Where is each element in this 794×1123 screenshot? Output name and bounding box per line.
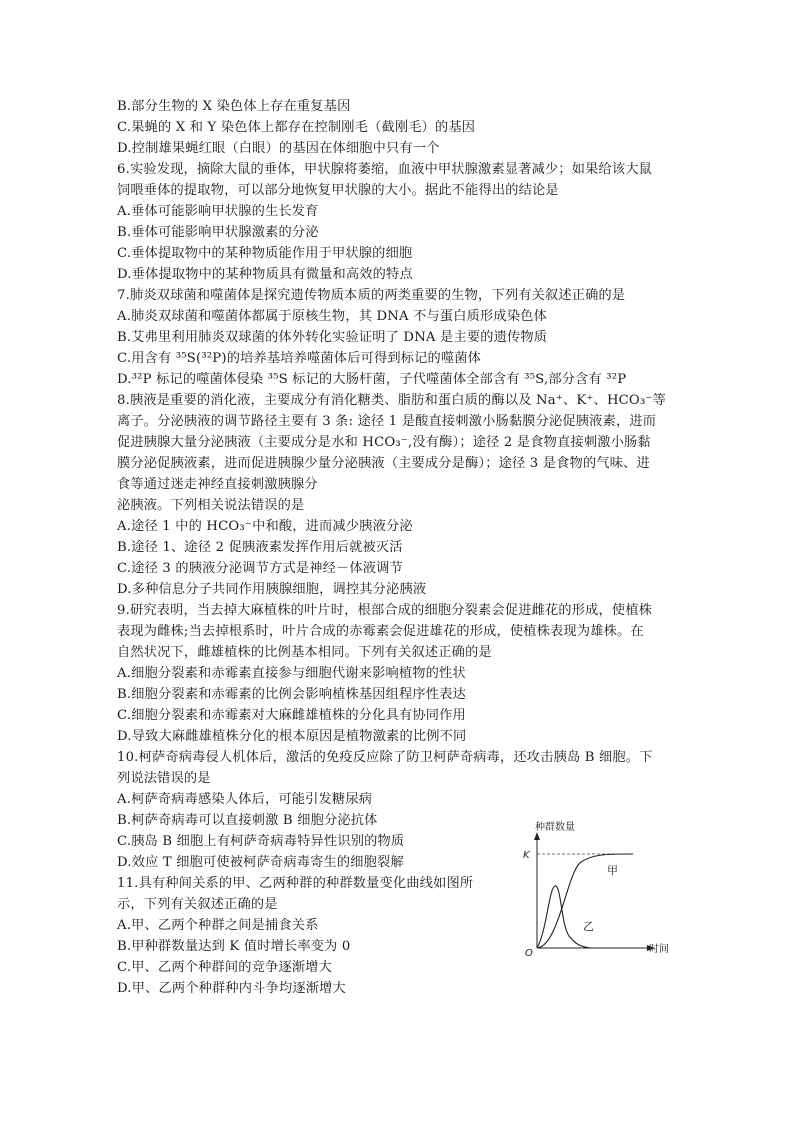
option-d: D.³²P 标记的噬菌体侵染 ³⁵S 标记的大肠杆菌，子代噬菌体全部含有 ³⁵S,部分含有 ³²P [117,372,627,387]
question-9-stem: 9.研究表明，当去掉大麻植株的叶片时，根部合成的细胞分裂素会促进雌花的形成，使植株 [117,603,653,618]
question-10-stem: 10.柯萨奇病毒侵人机体后，激活的免疫反应除了防卫柯萨奇病毒，还攻击胰岛 B 细胞。下 [117,750,653,765]
curve-yi [537,886,591,948]
option-d: D.效应 T 细胞可使被柯萨奇病毒寄生的细胞裂解 [117,855,404,870]
text-line: 食等通过迷走神经直接刺激胰腺分 [117,477,318,492]
text-line: 表现为雌株;当去掉根系时，叶片合成的赤霉素会促进雄花的形成，使植株表现为雄株。在 [117,624,644,639]
question-7-stem: 7.肺炎双球菌和噬菌体是探究遗传物质本质的两类重要的生物，下列有关叙述正确的是 [117,288,626,303]
question-6-stem: 6.实验发现，摘除大鼠的垂体，甲状腺将萎缩，血液中甲状腺激素显著减少；如果给该大鼠 [117,162,653,177]
option-d: D.多种信息分子共同作用胰腺细胞，调控其分泌胰液 [117,582,427,597]
option-a: A.细胞分裂素和赤霉素直接参与细胞代谢来影响植物的性状 [117,666,466,681]
option-b: B.柯萨奇病毒可以直接刺激 B 细胞分泌抗体 [117,813,378,828]
text-line: 离子。分泌胰液的调节路径主要有 3 条: 途径 1 是酸直接刺激小肠黏膜分泌促胰液素，进而 [117,414,657,429]
origin-label: O [525,948,533,959]
curve-jia [537,854,633,948]
text-line: 促进胰腺大量分泌胰液（主要成分是水和 HCO₃⁻,没有酶）；途径 2 是食物直接刺激小肠黏 [117,435,651,450]
k-label: K [523,850,530,861]
option-b: B.艾弗里利用肺炎双球菌的体外转化实验证明了 DNA 是主要的遗传物质 [117,330,548,345]
option-c: C.胰岛 B 细胞上有柯萨奇病毒特异性识别的物质 [117,834,405,849]
option-b: B.途径 1、途径 2 促胰液素发挥作用后就被灭活 [117,540,403,555]
question-8-stem: 8.胰液是重要的消化液，主要成分有消化糖类、脂肪和蛋白质的酶以及 Na⁺、K⁺、HCO₃⁻等 [117,393,666,408]
text-line: 泌胰液。下列相关说法错误的是 [117,498,305,513]
option-d: D.垂体提取物中的某种物质具有微量和高效的特点 [117,267,413,282]
text-line: 示，下列有关叙述正确的是 [117,897,278,912]
curve-yi-label: 乙 [583,920,594,933]
option-a: A.甲、乙两个种群之间是捕食关系 [117,918,319,933]
text-line: D.控制雄果蝇红眼（白眼）的基因在体细胞中只有一个 [117,141,440,156]
text-line: 列说法错误的是 [117,771,211,786]
text-line: C.果蝇的 X 和 Y 染色体上都存在控制刚毛（截刚毛）的基因 [117,120,476,135]
text-line: B.部分生物的 X 染色体上存在重复基因 [117,99,351,114]
y-axis-arrow-icon [534,832,540,840]
population-curve-figure [515,820,675,960]
option-a: A.肺炎双球菌和噬菌体都属于原核生物，其 DNA 不与蛋白质形成染色体 [117,309,547,324]
option-d: D.导致大麻雌雄植株分化的根本原因是植物激素的比例不同 [117,729,467,744]
option-c: C.用含有 ³⁵S(³²P)的培养基培养噬菌体后可得到标记的噬菌体 [117,351,482,366]
option-a: A.柯萨奇病毒感染人体后，可能引发糖尿病 [117,792,373,807]
option-c: C.细胞分裂素和赤霉素对大麻雌雄植株的分化具有协同作用 [117,708,466,723]
option-c: C.垂体提取物中的某种物质能作用于甲状腺的细胞 [117,246,413,261]
population-curve-svg [515,820,675,960]
option-c: C.甲、乙两个种群间的竞争逐渐增大 [117,960,333,975]
option-d: D.甲、乙两个种群种内斗争均逐渐增大 [117,981,346,996]
option-a: A.垂体可能影响甲状腺的生长发育 [117,204,319,219]
text-line: 膜分泌促胰液素，进而促进胰腺少量分泌胰液（主要成分是酶）；途径 3 是食物的气味、进 [117,456,650,471]
text-line: 自然状况下，雌雄植株的比例基本相同。下列有关叙述正确的是 [117,645,492,660]
option-a: A.途径 1 中的 HCO₃⁻中和酸，进而减少胰液分泌 [117,519,413,534]
option-c: C.途径 3 的胰液分泌调节方式是神经－体液调节 [117,561,403,576]
curve-jia-label: 甲 [607,864,618,877]
option-b: B.甲种群数量达到 K 值时增长率变为 0 [117,939,351,954]
question-11-stem: 11.具有种间关系的甲、乙两种群的种群数量变化曲线如图所 [117,876,474,891]
option-b: B.垂体可能影响甲状腺激素的分泌 [117,225,319,240]
x-axis-label: 时间 [649,944,669,955]
text-line: 饲喂垂体的提取物，可以部分地恢复甲状腺的大小。据此不能得出的结论是 [117,183,559,198]
option-b: B.细胞分裂素和赤霉素的比例会影响植株基因组程序性表达 [117,687,466,702]
y-axis-label: 种群数量 [535,822,575,833]
